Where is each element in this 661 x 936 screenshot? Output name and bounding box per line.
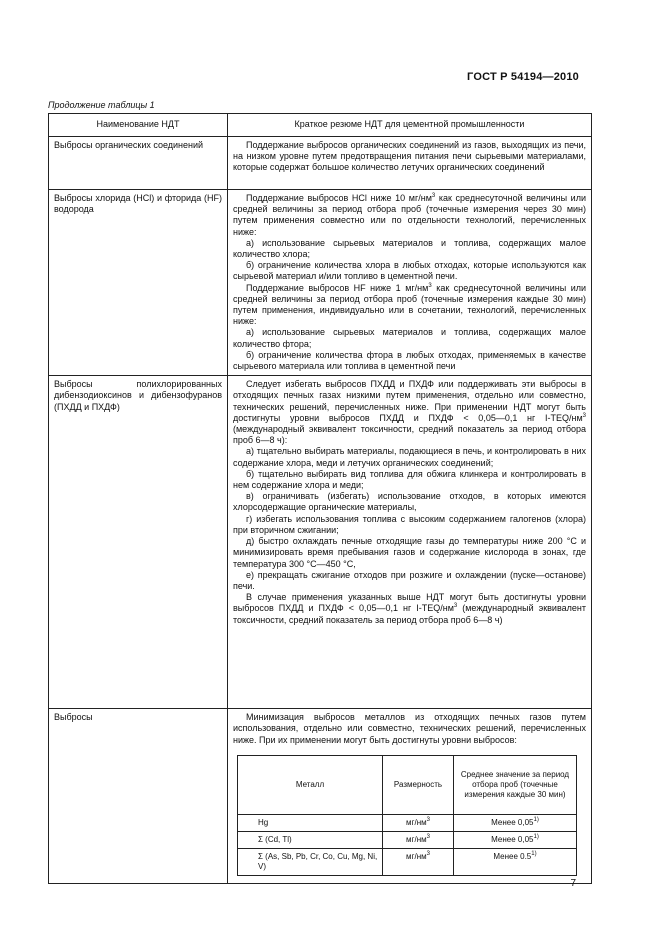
value-cell: Менее 0,05$^{1)}$	[454, 814, 577, 831]
summary-paragraph: Поддержание выбросов органических соединений из газов, выходящих из печи, на низком уровне путем предотвращения питания печи сырьевыми материалами, которые содержат большое количество летучих органических соединений	[233, 140, 586, 173]
table-row	[49, 137, 592, 190]
metal-cell: Σ (As, Sb, Pb, Cr, Co, Cu, Mg, Ni, V)	[238, 848, 383, 875]
metal-cell: Σ (Cd, Tl)	[238, 831, 383, 848]
row-name: Выбросы	[54, 712, 93, 723]
value-col-header: Среднее значение за период отбора проб (точечные измерения каждые 30 мин)	[454, 755, 577, 814]
table-row	[49, 190, 592, 376]
summary-paragraph: б) ограничение количества фтора в любых отходах, применяемых в качестве сырьевого материала или топлива в цементной печи	[233, 349, 586, 372]
value-cell: Менее 0,05$^{1)}$	[454, 831, 577, 848]
summary-paragraph: е) прекращать сжигание отходов при розжиге и охлаждении (пуске—останове) печи.	[233, 569, 586, 591]
summary-paragraph: в) ограничивать (избегать) использование отходов, в которых имеются хлорсодержащие органические материалы,	[233, 491, 586, 513]
summary-paragraph: а) тщательно выбирать материалы, подающиеся в печь, и контролировать в них содержание хлора, меди и летучих органических соединений;	[233, 446, 586, 468]
table-row	[49, 376, 592, 709]
metal-table-header	[238, 755, 577, 814]
standard-code: ГОСТ Р 54194—2010	[467, 71, 579, 83]
value-cell: Менее 0.5$^{1)}$	[454, 848, 577, 875]
summary-paragraph: а) использование сырьевых материалов и топлива, содержащих малое количество хлора;	[233, 237, 586, 260]
col-header-name: Наименование НДТ	[49, 114, 228, 137]
bat-table	[48, 113, 592, 884]
summary-paragraph: Минимизация выбросов металлов из отходящих печных газов путем использования, отдельно или совместно, технических решений, перечисленных ниже. При их применении могут быть достигнуты уровни выбросов:	[233, 712, 586, 745]
page-number: 7	[570, 878, 576, 889]
metal-row	[238, 814, 577, 831]
table-caption: Продолжение таблицы 1	[48, 100, 155, 110]
unit-cell: $мг/нм^3$	[383, 831, 454, 848]
metal-cell: Hg	[238, 814, 383, 831]
summary-paragraph: Поддержание выбросов HCl ниже 10 $мг/нм^3$ как среднесуточной величины или средней величины за период отбора проб (точечные измерения через 30 мин) путем применения совместно или по отдельности технологий, перечисленных ниже:	[233, 193, 586, 237]
row-name: Выбросы полихлорированных дибензодиоксинов и дибензофуранов (ПХДД и ПХДФ)	[54, 379, 222, 412]
row-name: Выбросы хлорида (HCl) и фторида (HF) водорода	[54, 193, 222, 215]
summary-paragraph: б) ограничение количества хлора в любых отходах, которые используются как сырьевой материал и/или топливо в цементной печи.	[233, 260, 586, 282]
table-header-row	[49, 114, 592, 137]
unit-col-header: Размерность	[383, 755, 454, 814]
summary-paragraph: Следует избегать выбросов ПХДД и ПХДФ или поддерживать эти выбросы в отходящих печных газах низкими путем применения, отдельно или совместно, технических решений, перечисленных ниже. При применении НДТ могут быть достигнуты уровни выбросов ПХДД и ПХДФ < 0,05—0,1 нг $I-TEQ/нм^3$ (международный эквивалент токсичности, средний показатель за период отбора проб 6—8 ч):	[233, 379, 586, 446]
summary-paragraph: а) использование сырьевых материалов и топлива, содержащих малое количество фтора;	[233, 327, 586, 349]
summary-paragraph: В случае применения указанных выше НДТ могут быть достигнуты уровни выбросов ПХДД и ПХДФ < 0,05—0,1 нг $I-TEQ/нм^3$ (международный эквивалент токсичности, средний показатель за период отбора проб 6—8 ч)	[233, 592, 586, 625]
unit-cell: $мг/нм^3$	[383, 814, 454, 831]
unit-cell: $мг/нм^3$	[383, 848, 454, 875]
summary-paragraph: г) избегать использования топлива с высоким содержанием галогенов (хлора) при вторичном сжигании;	[233, 513, 586, 535]
metal-col-header: Металл	[238, 755, 383, 814]
summary-paragraph: Поддержание выбросов HF ниже 1 $мг/нм^3$ как среднесуточной величины или средней величины за период отбора проб (точечные измерения каждые 30 мин) путем применения, индивидуально или в сочетании, технологий, перечисленных ниже:	[233, 282, 586, 327]
table-row	[49, 709, 592, 884]
col-header-summary: Краткое резюме НДТ для цементной промышленности	[228, 114, 592, 137]
metal-row	[238, 831, 577, 848]
metal-emissions-table	[237, 755, 577, 876]
summary-paragraph: б) тщательно выбирать вид топлива для обжига клинкера и контролировать в нем содержание хлора и меди;	[233, 468, 586, 491]
metal-row	[238, 848, 577, 875]
summary-paragraph: д) быстро охлаждать печные отходящие газы до температуры ниже 200 °С и минимизировать время пребывания газов и содержание кислорода в зонах, где температура 300 °С—450 °С,	[233, 536, 586, 569]
row-name: Выбросы органических соединений	[54, 140, 204, 150]
